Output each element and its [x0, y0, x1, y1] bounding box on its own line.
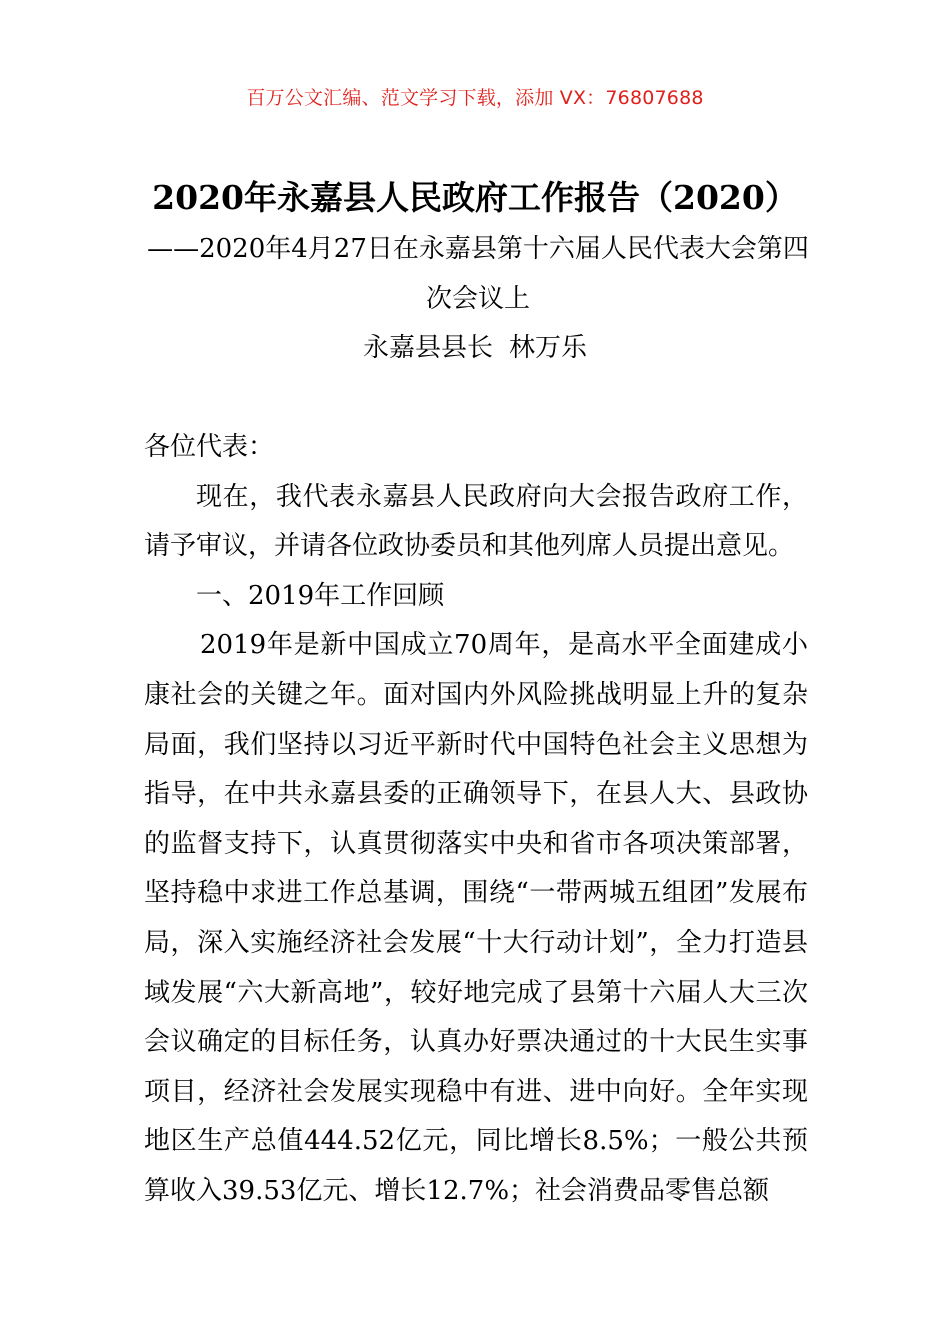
salutation: 各位代表：	[144, 432, 275, 462]
document-body	[144, 423, 808, 1217]
section-heading: 一、2019年工作回顾	[196, 580, 445, 611]
paragraph-intro: 现在，我代表永嘉县人民政府向大会报告政府工作，请予审议，并请各位政协委员和其他列席人员提出意见。	[144, 481, 808, 562]
watermark-text: 百万公文汇编、范文学习下载，添加 VX：76807688	[246, 87, 704, 109]
author-position: 永嘉县县长	[362, 333, 493, 363]
document-subtitle: ——2020年4月27日在永嘉县第十六届人民代表大会第四次会议上	[147, 234, 809, 314]
author-line	[0, 326, 950, 370]
paragraph-review: 2019年是新中国成立70周年，是高水平全面建成小康社会的关键之年。面对国内外风险挑战明显上升的复杂局面，我们坚持以习近平新时代中国特色社会主义思想为指导，在中共永嘉县委的正确领导下，在县人大、县政协的监督支持下，认真贯彻落实中央和省市各项决策部署，坚持稳中求进工作总基调，围绕“一带两城五组团”发展布局，深入实施经济社会发展“十大行动计划”，全力打造县域发展“六大新高地”，较好地完成了县第十六届人大三次会议确定的目标任务，认真办好票决通过的十大民生实事项目，经济社会发展实现稳中有进、进中向好。全年实现地区生产总值444.52亿元，同比增长8.5%；一般公共预算收入39.53亿元、增长12.7%；社会消费品零售总额	[144, 630, 808, 1206]
author-name: 林万乐	[509, 333, 588, 363]
document-title: 2020年永嘉县人民政府工作报告（2020）	[152, 178, 798, 217]
